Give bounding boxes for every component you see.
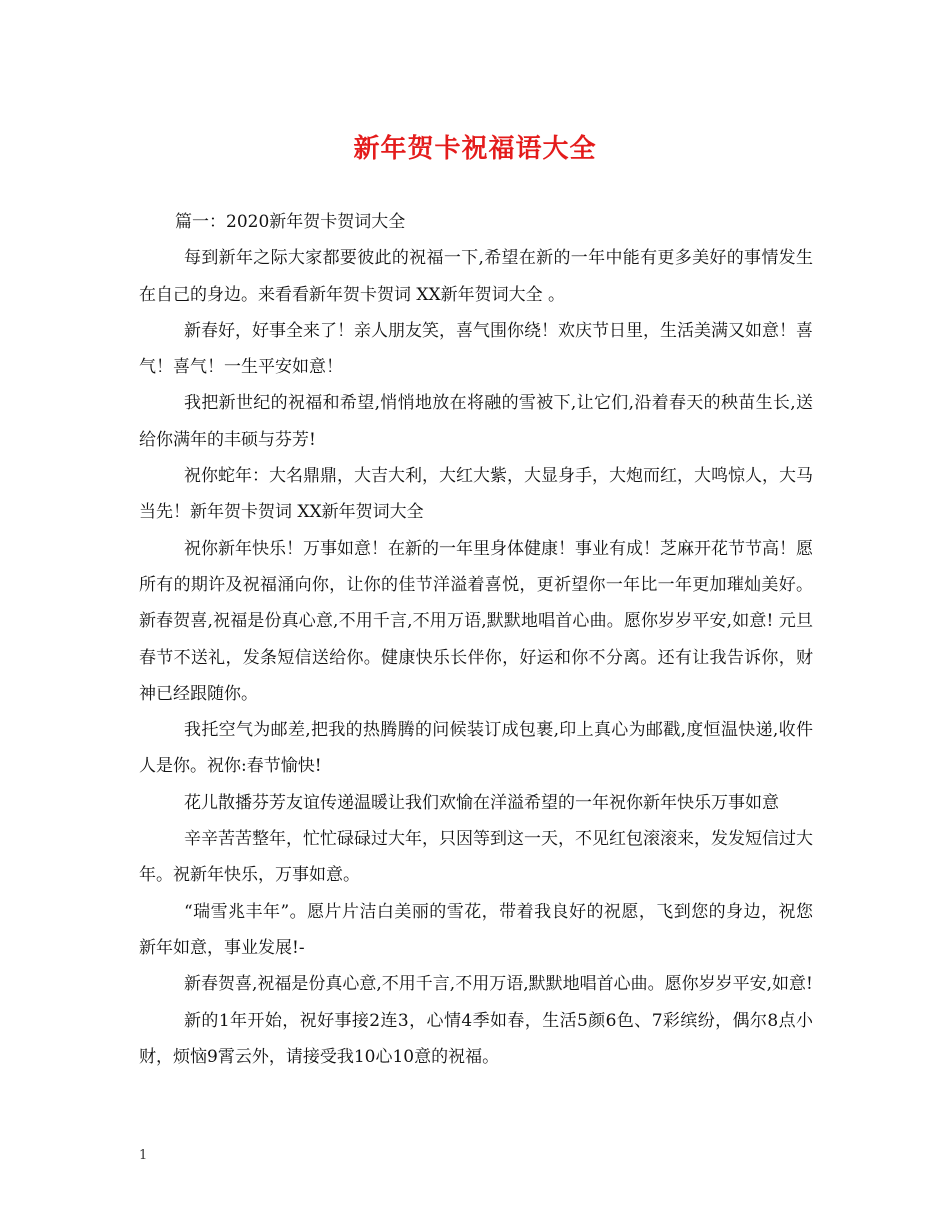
paragraph: 新春贺喜,祝福是份真心意,不用千言,不用万语,默默地唱首心曲。愿你岁岁平安,如意! [184, 974, 813, 995]
paragraph: “瑞雪兆丰年”。愿片片洁白美丽的雪花，带着我良好的祝愿，飞到您的身边，祝您新年如意，事业发展!- [139, 901, 813, 958]
paragraph: 每到新年之际大家都要彼此的祝福一下,希望在新的一年中能有更多美好的事情发生在自己的身边。来看看新年贺卡贺词 XX新年贺词大全 。 [139, 248, 813, 305]
page-number: 1 [139, 1148, 148, 1163]
paragraph: 花儿散播芬芳友谊传递温暖让我们欢愉在洋溢希望的一年祝你新年快乐万事如意 [184, 792, 779, 813]
paragraph: 我托空气为邮差,把我的热腾腾的问候装订成包裹,印上真心为邮戳,度恒温快递,收件人是你。祝你:春节愉快! [139, 720, 813, 777]
document-title: 新年贺卡祝福语大全 [353, 134, 597, 164]
paragraph: 新的1年开始，祝好事接2连3，心情4季如春，生活5颜6色、7彩缤纷，偶尔8点小财，烦恼9霄云外，请接受我10心10意的祝福。 [139, 1010, 813, 1067]
section-subtitle: 篇一：2020新年贺卡贺词大全 [175, 212, 406, 232]
paragraph: 祝你新年快乐！万事如意！在新的一年里身体健康！事业有成！芝麻开花节节高！愿所有的期许及祝福涌向你，让你的佳节洋溢着喜悦，更祈望你一年比一年更加璀灿美好。 新春贺喜,祝福是份真心意,不用千言,不用万语,默默地唱首心曲。愿你岁岁平安,如意! 元旦春节不送礼，发条短信送给你。健康快乐长伴你，好运和你不分离。还有让我告诉你，财神已经跟随你。 [139, 538, 813, 704]
document-body [139, 204, 813, 1075]
paragraph: 我把新世纪的祝福和希望,悄悄地放在将融的雪被下,让它们,沿着春天的秧苗生长,送给你满年的丰硕与芬芳! [139, 393, 813, 450]
paragraph: 辛辛苦苦整年，忙忙碌碌过大年，只因等到这一天，不见红包滚滚来，发发短信过大年。祝新年快乐，万事如意。 [139, 829, 813, 886]
paragraph: 新春好，好事全来了！亲人朋友笑，喜气围你绕！欢庆节日里，生活美满又如意！喜气！喜气！一生平安如意！ [139, 320, 813, 378]
paragraph: 祝你蛇年：大名鼎鼎，大吉大利，大红大紫，大显身手，大炮而红，大鸣惊人，大马当先！新年贺卡贺词 XX新年贺词大全 [139, 466, 813, 523]
